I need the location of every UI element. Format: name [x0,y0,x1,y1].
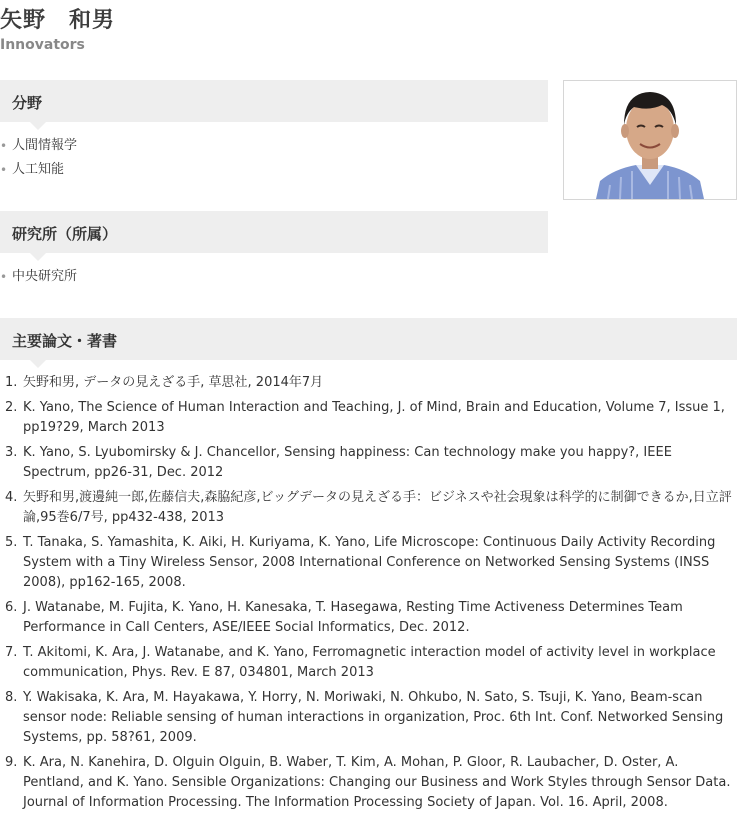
paper-citation: K. Yano, The Science of Human Interaction and Teaching, J. of Mind, Brain and Education, Volume 7, Issue 1, pp19?29, March 2013 [23,400,725,435]
paper-citation: K. Ara, N. Kanehira, D. Olguin Olguin, B. Waber, T. Kim, A. Mohan, P. Gloor, R. Laubacher, D. Oster, A. Pentland, and K. Yano. Sensible Organizations: Changing our Business and Work Styles through Sensor Data. Journal of Information Processing. The Information Processing Society of Japan. Vol. 16. April, 2008. [23,755,731,810]
paper-citation: K. Yano, S. Lyubomirsky & J. Chancellor, Sensing happiness: Can technology make you happy?, IEEE Spectrum, pp26-31, Dec. 2012 [23,445,672,480]
field-list [0,134,77,182]
paper-citation: 矢野和男, データの見えざる手, 草思社, 2014年7月 [23,375,324,390]
papers-list [0,373,737,818]
list-item: 3. K. Yano, S. Lyubomirsky & J. Chancellor, Sensing happiness: Can technology make you happy?, IEEE Spectrum, pp26-31, Dec. 2012 [5,445,672,480]
paper-citation: T. Tanaka, S. Yamashita, K. Aiki, H. Kuriyama, K. Yano, Life Microscope: Continuous Daily Activity Recording System with a Tiny Wireless Sensor, 2008 International Conference on Networked Sensing Systems (INSS 2008), pp162-165, 2008. [23,535,716,590]
lab-list [0,265,77,289]
paper-citation: Y. Wakisaka, K. Ara, M. Hayakawa, Y. Horry, N. Moriwaki, N. Ohkubo, N. Sato, S. Tsuji, K. Yano, Beam-scan sensor node: Reliable sensing of human interactions in organization, Proc. 6th Int. Conf. Networked Sensing Systems, pp. 58?61, 2009. [23,690,724,745]
person-name: 矢野 和男 [0,8,116,33]
section-title-papers: 主要論文・著書 [0,318,737,360]
paper-citation: T. Akitomi, K. Ara, J. Watanabe, and K. Yano, Ferromagnetic interaction model of activity level in workplace communication, Phys. Rev. E 87, 034801, March 2013 [23,645,716,680]
list-item: • 人間情報学 [0,134,77,158]
paper-citation: 矢野和男,渡邊純一郎,佐藤信夫,森脇紀彦,ビッグデータの見えざる手：ビジネスや社会現象は科学的に制御できるか,日立評論,95巻6/7号, pp432-438, 2013 [23,490,732,525]
section-title-field: 分野 [0,80,548,122]
list-item: 8. Y. Wakisaka, K. Ara, M. Hayakawa, Y. Horry, N. Moriwaki, N. Ohkubo, N. Sato, S. Tsuji, K. Yano, Beam-scan sensor node: Reliable sensing of human interactions in organization, Proc. 6th Int. Conf. Networked Sensing Systems, pp. 58?61, 2009. [5,690,724,745]
list-item: 5. T. Tanaka, S. Yamashita, K. Aiki, H. Kuriyama, K. Yano, Life Microscope: Continuous Daily Activity Recording System with a Tiny Wireless Sensor, 2008 International Conference on Networked Sensing Systems (INSS 2008), pp162-165, 2008. [5,535,716,590]
list-item: 1. 矢野和男, データの見えざる手, 草思社, 2014年7月 [5,375,324,390]
list-item: 2. K. Yano, The Science of Human Interaction and Teaching, J. of Mind, Brain and Education, Volume 7, Issue 1, pp19?29, March 2013 [5,400,725,435]
list-item: 4. 矢野和男,渡邊純一郎,佐藤信夫,森脇紀彦,ビッグデータの見えざる手：ビジネスや社会現象は科学的に制御できるか,日立評論,95巻6/7号, pp432-438, 2013 [5,490,732,525]
list-item: 6. J. Watanabe, M. Fujita, K. Yano, H. Kanesaka, T. Hasegawa, Resting Time Activeness Determines Team Performance in Call Centers, ASE/IEEE Social Informatics, Dec. 2012. [5,600,683,635]
paper-citation: J. Watanabe, M. Fujita, K. Yano, H. Kanesaka, T. Hasegawa, Resting Time Activeness Determines Team Performance in Call Centers, ASE/IEEE Social Informatics, Dec. 2012. [23,600,683,635]
person-portrait-photo [563,80,737,200]
list-item: 9. K. Ara, N. Kanehira, D. Olguin Olguin, B. Waber, T. Kim, A. Mohan, P. Gloor, R. Laubacher, D. Oster, A. Pentland, and K. Yano. Sensible Organizations: Changing our Business and Work Styles through Sensor Data. Journal of Information Processing. The Information Processing Society of Japan. Vol. 16. April, 2008. [5,755,731,810]
list-item: 7. T. Akitomi, K. Ara, J. Watanabe, and K. Yano, Ferromagnetic interaction model of activity level in workplace communication, Phys. Rev. E 87, 034801, March 2013 [5,645,716,680]
section-title-lab: 研究所（所属） [0,211,548,253]
list-item: • 中央研究所 [0,265,77,289]
list-item: • 人工知能 [0,158,77,182]
portrait-image [564,81,736,199]
person-subtitle: Innovators [0,37,85,53]
